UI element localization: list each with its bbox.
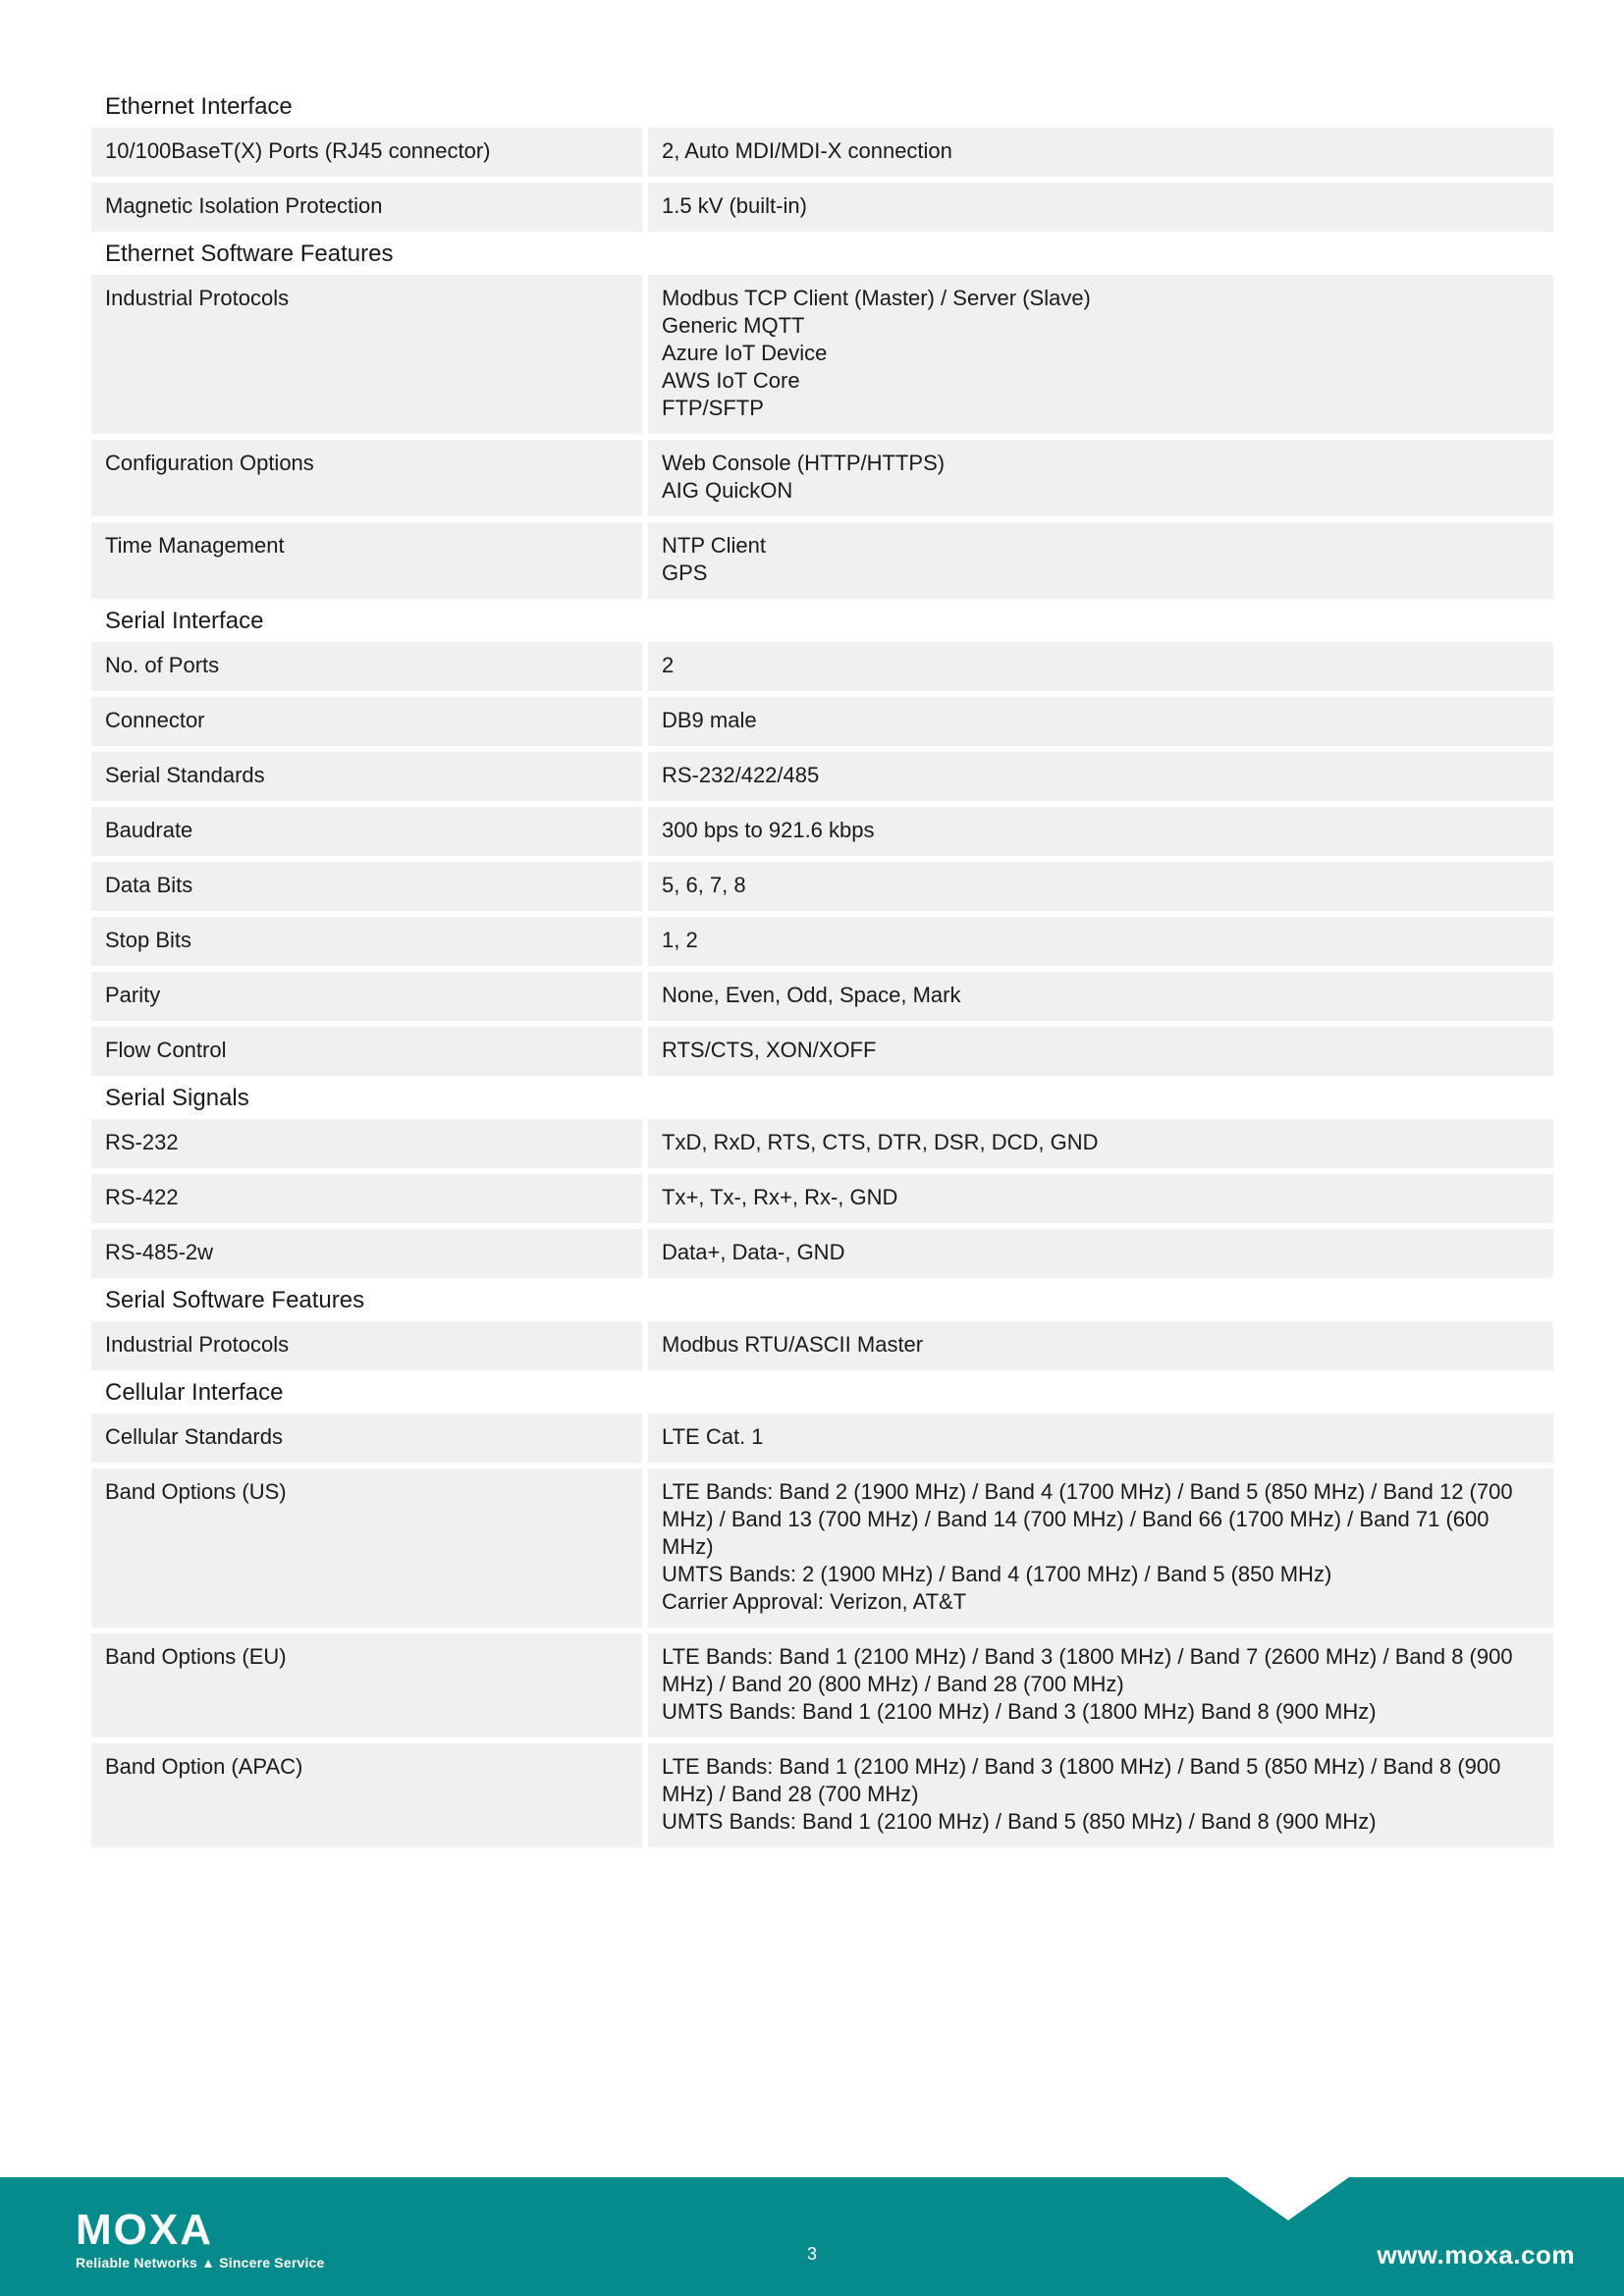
section-title: Serial Software Features bbox=[105, 1287, 365, 1313]
spec-value bbox=[648, 1027, 1553, 1076]
section-title: Cellular Interface bbox=[105, 1379, 284, 1406]
spec-section bbox=[91, 1084, 1553, 1278]
spec-value-line: UMTS Bands: Band 1 (2100 MHz) / Band 3 (1800 MHz) Band 8 (900 MHz) bbox=[662, 1699, 1377, 1724]
spec-label: Band Options (US) bbox=[91, 1468, 642, 1628]
spec-row bbox=[91, 862, 1553, 911]
spec-value-line: GPS bbox=[662, 561, 708, 585]
section-title: Ethernet Interface bbox=[105, 93, 293, 120]
spec-value-line: TxD, RxD, RTS, CTS, DTR, DSR, DCD, GND bbox=[662, 1130, 1099, 1154]
spec-value-line: Carrier Approval: Verizon, AT&T bbox=[662, 1589, 967, 1614]
spec-value bbox=[648, 1414, 1553, 1463]
website-link[interactable]: www.moxa.com bbox=[1377, 2240, 1575, 2269]
section-title: Serial Signals bbox=[105, 1085, 249, 1111]
spec-value bbox=[648, 1174, 1553, 1223]
spec-value bbox=[648, 183, 1553, 232]
spec-value bbox=[648, 862, 1553, 911]
spec-value-line: RTS/CTS, XON/XOFF bbox=[662, 1038, 877, 1062]
spec-value-line: LTE Bands: Band 2 (1900 MHz) / Band 4 (1700 MHz) / Band 5 (850 MHz) / Band 12 (700 bbox=[662, 1479, 1513, 1504]
spec-label: Time Management bbox=[91, 522, 642, 599]
spec-label: Cellular Standards bbox=[91, 1414, 642, 1463]
spec-value-line: None, Even, Odd, Space, Mark bbox=[662, 983, 961, 1007]
spec-value-line: 5, 6, 7, 8 bbox=[662, 873, 746, 897]
spec-label: Data Bits bbox=[91, 862, 642, 911]
spec-row bbox=[91, 807, 1553, 856]
spec-value-line: 300 bps to 921.6 kbps bbox=[662, 818, 875, 842]
spec-value-line: RS-232/422/485 bbox=[662, 763, 820, 787]
spec-row bbox=[91, 697, 1553, 746]
spec-value bbox=[648, 440, 1553, 516]
spec-value-line: FTP/SFTP bbox=[662, 396, 764, 420]
spec-value-line: DB9 male bbox=[662, 708, 757, 732]
spec-value-line: LTE Bands: Band 1 (2100 MHz) / Band 3 (1800 MHz) / Band 5 (850 MHz) / Band 8 (900 bbox=[662, 1754, 1501, 1779]
spec-value bbox=[648, 1119, 1553, 1168]
spec-row bbox=[91, 1468, 1553, 1628]
spec-label: 10/100BaseT(X) Ports (RJ45 connector) bbox=[91, 128, 642, 177]
spec-label: RS-422 bbox=[91, 1174, 642, 1223]
spec-value-line: 2, Auto MDI/MDI-X connection bbox=[662, 138, 952, 163]
spec-label: Industrial Protocols bbox=[91, 275, 642, 434]
spec-row bbox=[91, 1743, 1553, 1847]
logo-wordmark: MOXA bbox=[76, 2209, 213, 2248]
spec-row bbox=[91, 1027, 1553, 1076]
spec-label: Magnetic Isolation Protection bbox=[91, 183, 642, 232]
spec-row bbox=[91, 642, 1553, 691]
spec-row bbox=[91, 752, 1553, 801]
spec-value bbox=[648, 1633, 1553, 1737]
spec-value bbox=[648, 128, 1553, 177]
spec-label: Band Option (APAC) bbox=[91, 1743, 642, 1847]
page-footer bbox=[0, 2177, 1624, 2296]
spec-row bbox=[91, 183, 1553, 232]
spec-label: RS-232 bbox=[91, 1119, 642, 1168]
spec-value-line: Data+, Data-, GND bbox=[662, 1240, 845, 1264]
spec-value bbox=[648, 807, 1553, 856]
spec-row bbox=[91, 275, 1553, 434]
spec-value-line: UMTS Bands: 2 (1900 MHz) / Band 4 (1700 MHz) / Band 5 (850 MHz) bbox=[662, 1562, 1332, 1586]
spec-label: Band Options (EU) bbox=[91, 1633, 642, 1737]
spec-value-line: Generic MQTT bbox=[662, 313, 805, 338]
footer-tagline: Reliable Networks ▲ Sincere Service bbox=[76, 2255, 325, 2270]
spec-label: Stop Bits bbox=[91, 917, 642, 966]
spec-row bbox=[91, 917, 1553, 966]
spec-table bbox=[91, 92, 1553, 1855]
spec-row bbox=[91, 1229, 1553, 1278]
spec-value-line: 2 bbox=[662, 653, 675, 677]
spec-value bbox=[648, 697, 1553, 746]
spec-value-line: Tx+, Tx-, Rx+, Rx-, GND bbox=[662, 1185, 898, 1209]
spec-value-line: LTE Cat. 1 bbox=[662, 1424, 764, 1449]
spec-value bbox=[648, 522, 1553, 599]
section-title: Serial Interface bbox=[105, 608, 264, 634]
spec-label: Serial Standards bbox=[91, 752, 642, 801]
spec-row bbox=[91, 1119, 1553, 1168]
spec-value bbox=[648, 1229, 1553, 1278]
spec-section bbox=[91, 92, 1553, 232]
spec-value-line: UMTS Bands: Band 1 (2100 MHz) / Band 5 (850 MHz) / Band 8 (900 MHz) bbox=[662, 1809, 1377, 1834]
spec-value-line: Modbus RTU/ASCII Master bbox=[662, 1332, 924, 1357]
spec-row bbox=[91, 440, 1553, 516]
spec-label: Baudrate bbox=[91, 807, 642, 856]
spec-value-line: AWS IoT Core bbox=[662, 368, 800, 393]
spec-section bbox=[91, 1378, 1553, 1847]
spec-value-line: AIG QuickON bbox=[662, 478, 793, 503]
spec-value-line: Azure IoT Device bbox=[662, 341, 828, 365]
spec-row bbox=[91, 1633, 1553, 1737]
spec-value-line: MHz) bbox=[662, 1534, 714, 1559]
spec-value bbox=[648, 1743, 1553, 1847]
spec-value-line: MHz) / Band 13 (700 MHz) / Band 14 (700 MHz) / Band 66 (1700 MHz) / Band 71 (600 bbox=[662, 1507, 1489, 1531]
spec-value-line: MHz) / Band 20 (800 MHz) / Band 28 (700 MHz) bbox=[662, 1672, 1124, 1696]
spec-section bbox=[91, 1286, 1553, 1370]
moxa-logo bbox=[76, 2209, 351, 2248]
spec-section bbox=[91, 607, 1553, 1076]
section-title: Ethernet Software Features bbox=[105, 240, 394, 267]
spec-row bbox=[91, 1174, 1553, 1223]
spec-value bbox=[648, 752, 1553, 801]
spec-value-line: Web Console (HTTP/HTTPS) bbox=[662, 451, 946, 475]
spec-value bbox=[648, 1468, 1553, 1628]
spec-label: No. of Ports bbox=[91, 642, 642, 691]
spec-value bbox=[648, 1321, 1553, 1370]
spec-label: Industrial Protocols bbox=[91, 1321, 642, 1370]
spec-value bbox=[648, 275, 1553, 434]
spec-label: Parity bbox=[91, 972, 642, 1021]
spec-label: Configuration Options bbox=[91, 440, 642, 516]
spec-value-line: MHz) / Band 28 (700 MHz) bbox=[662, 1782, 919, 1806]
page-number: 3 bbox=[806, 2244, 817, 2264]
spec-value bbox=[648, 917, 1553, 966]
spec-label: Flow Control bbox=[91, 1027, 642, 1076]
spec-value-line: 1.5 kV (built-in) bbox=[662, 193, 807, 218]
spec-label: Connector bbox=[91, 697, 642, 746]
spec-row bbox=[91, 972, 1553, 1021]
spec-value-line: Modbus TCP Client (Master) / Server (Slave) bbox=[662, 286, 1091, 310]
spec-row bbox=[91, 522, 1553, 599]
spec-row bbox=[91, 128, 1553, 177]
spec-value-line: 1, 2 bbox=[662, 928, 698, 952]
spec-label: RS-485-2w bbox=[91, 1229, 642, 1278]
spec-row bbox=[91, 1414, 1553, 1463]
spec-value bbox=[648, 972, 1553, 1021]
spec-value-line: NTP Client bbox=[662, 533, 766, 558]
spec-value-line: LTE Bands: Band 1 (2100 MHz) / Band 3 (1800 MHz) / Band 7 (2600 MHz) / Band 8 (900 bbox=[662, 1644, 1513, 1669]
spec-section bbox=[91, 240, 1553, 599]
spec-row bbox=[91, 1321, 1553, 1370]
spec-value bbox=[648, 642, 1553, 691]
